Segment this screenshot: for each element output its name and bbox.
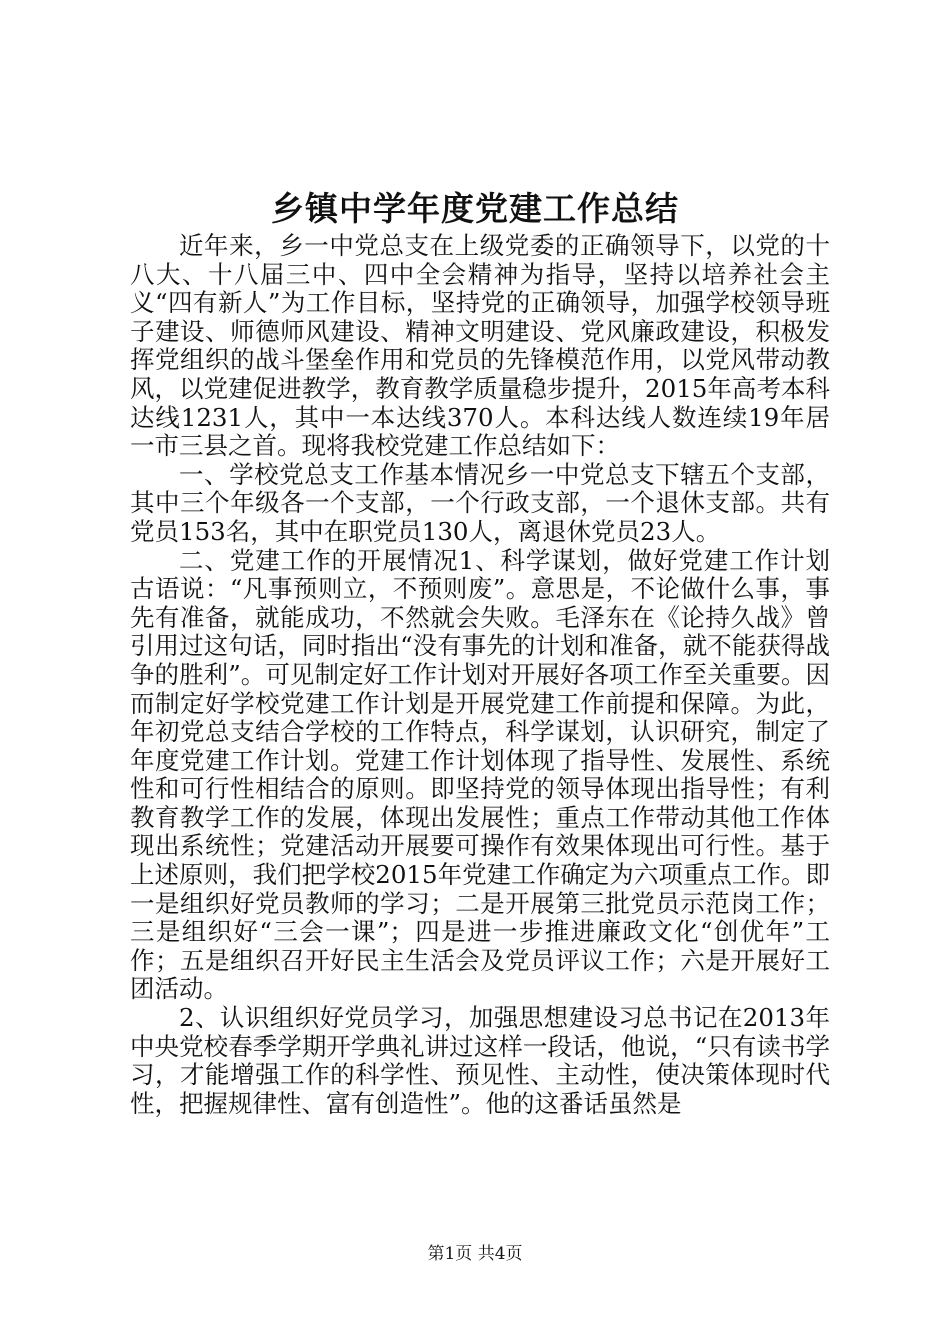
paragraph-work-progress: 二、党建工作的开展情况1、科学谋划，做好党建工作计划古语说：“凡事预则立，不预则废”。意思是，不论做什么事，事先有准备，就能成功，不然就会失败。毛泽东在《论持久战》曾引用过这句话，同时指出“没有事先的计划和准备，就不能获得战争的胜利”。可见制定好工作计划对开展好各项工作至关重要。因而制定好学校党建工作计划是开展党建工作前提和保障。为此，年初党总支结合学校的工作特点，科学谋划，认识研究，制定了年度党建工作计划。党建工作计划体现了指导性、发展性、系统性和可行性相结合的原则。即坚持党的领导体现出指导性；有利教育教学工作的发展，体现出发展性；重点工作带动其他工作体现出系统性；党建活动开展要可操作有效果体现出可行性。基于上述原则，我们把学校2015年党建工作确定为六项重点工作。即一是组织好党员教师的学习；二是开展第三批党员示范岗工作；三是组织好“三会一课”；四是进一步推进廉政文化“创优年”工作；五是组织召开好民主生活会及党员评议工作；六是开展好工团活动。 <box>130 545 830 1004</box>
document-title: 乡镇中学年度党建工作总结 <box>271 189 679 228</box>
paragraph-study-organization: 2、认识组织好党员学习，加强思想建设习总书记在2013年中央党校春季学期开学典礼讲过这样一段话，他说，“只有读书学习，才能增强工作的科学性、预见性、主动性，使决策体现时代性，把握规律性、富有创造性”。他的这番话虽然是 <box>130 1003 830 1118</box>
page-footer: 第1页 共4页 <box>427 1244 523 1264</box>
paragraph-intro: 近年来，乡一中党总支在上级党委的正确领导下，以党的十八大、十八届三中、四中全会精神为指导，坚持以培养社会主义“四有新人”为工作目标，坚持党的正确领导，加强学校领导班子建设、师德师风建设、精神文明建设、党风廉政建设，积极发挥党组织的战斗堡垒作用和党员的先锋模范作用，以党风带动教风，以党建促进教学，教育教学质量稳步提升，2015年高考本科达线1231人，其中一本达线370人。本科达线人数连续19年居一市三县之首。现将我校党建工作总结如下： <box>130 231 830 461</box>
document-body <box>130 232 830 1118</box>
paragraph-basic-situation: 一、学校党总支工作基本情况乡一中党总支下辖五个支部，其中三个年级各一个支部，一个行政支部，一个退休支部。共有党员153名，其中在职党员130人，离退休党员23人。 <box>130 459 830 546</box>
